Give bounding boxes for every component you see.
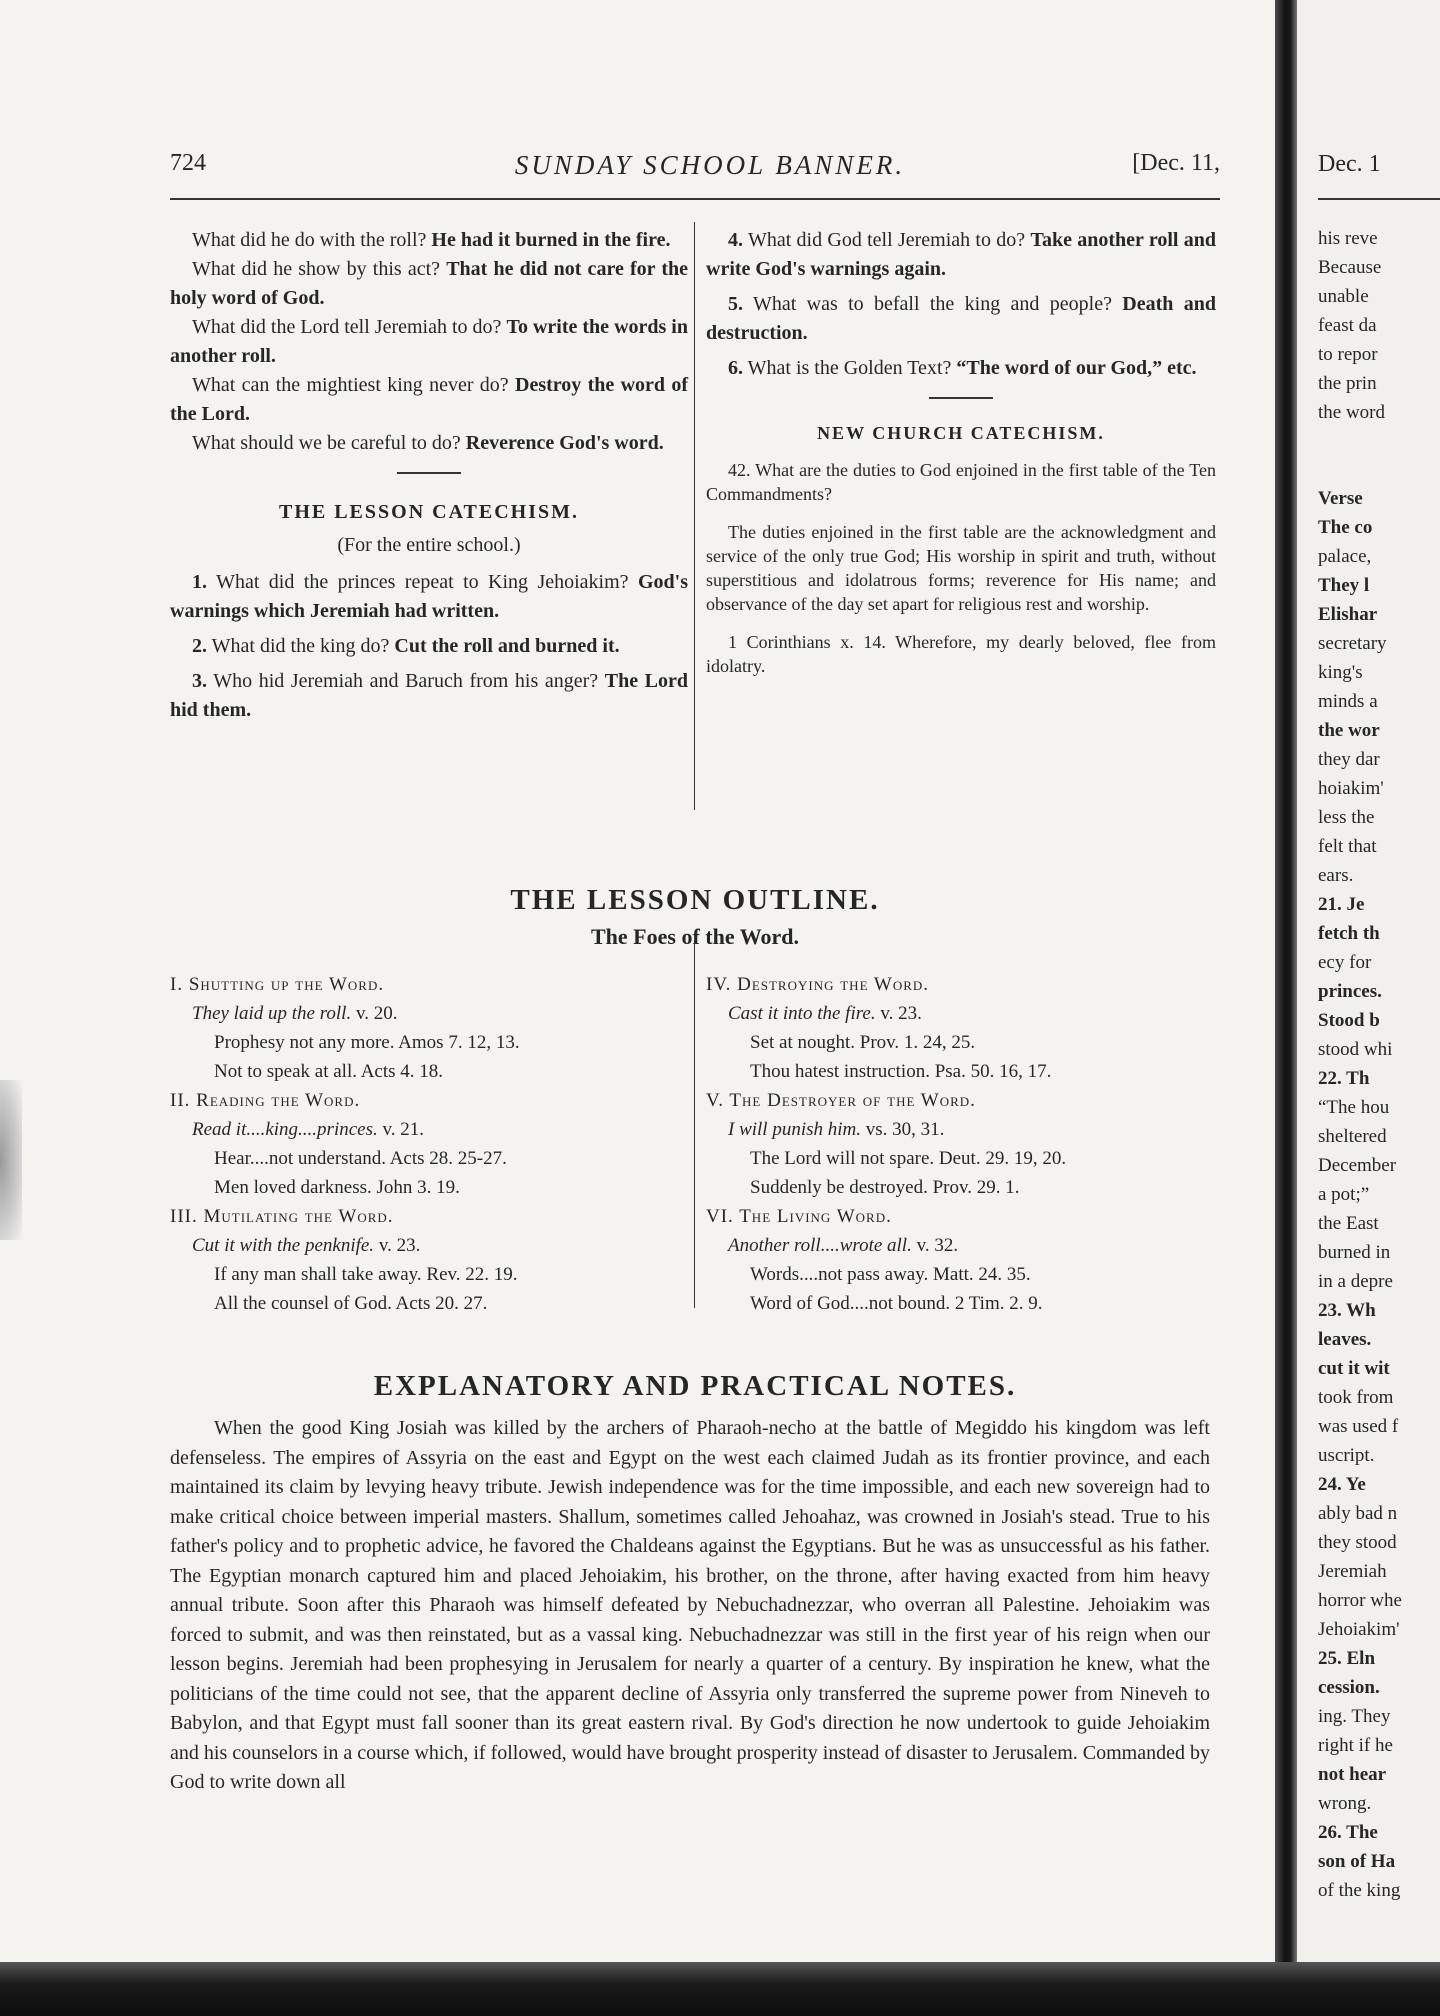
publication-title: SUNDAY SCHOOL BANNER. [514, 150, 906, 180]
next-page-line: uscript. [1318, 1445, 1375, 1466]
next-page-lines [1318, 484, 1440, 1905]
qa-item: What can the mightiest king never do? Destroy the word of the Lord. [170, 374, 689, 425]
catechism-item: 4. What did God tell Jeremiah to do? Take another roll and write God's warnings again. [706, 229, 1217, 280]
next-page-line: They l [1318, 575, 1370, 596]
next-page-line: ing. They [1318, 1706, 1391, 1727]
outline-text: They laid up the roll. v. 20. [192, 1003, 398, 1024]
next-page-line: The co [1318, 517, 1373, 538]
scripture-reference: 1 Corinthians x. 14. Wherefore, my dearly beloved, flee from idolatry. [706, 632, 1216, 676]
outline-right [706, 970, 1221, 1318]
next-page-line: the wor [1318, 720, 1380, 741]
section-divider [397, 472, 461, 474]
section-divider [929, 397, 993, 399]
next-page-line: 22. Th [1318, 1068, 1370, 1089]
catechism-item: 3. Who hid Jeremiah and Baruch from his anger? The Lord hid them. [170, 670, 689, 721]
next-page-line: unable [1318, 286, 1369, 307]
outline-subtitle: The Foes of the Word. [591, 924, 799, 949]
qa-item: What did the Lord tell Jeremiah to do? To write the words in another roll. [170, 316, 688, 367]
next-page-line: feast da [1318, 315, 1377, 336]
page-header [170, 150, 1220, 196]
notes-body: When the good King Josiah was killed by the archers of Pharaoh-necho at the battle of Megiddo his kingdom was left defenseless. The empires of Assyria on the east and Egypt on the west each claimed Judah as its frontier province, and each maintained its claim by levying heavy tribute. Jewish independence was for the time impossible, and each new sovereign had to make critical choice between imperial masters. Shallum, sometimes called Jehoahaz, was crowned in Josiah's stead. True to his father's policy and to prophetic advice, he favored the Chaldeans against the Egyptians. But he was as unsuccessful as his father. The Egyptian monarch captured him and placed Jehoiakim, his brother, on the throne, after having exacted from him heavy annual tribute. Soon after this Pharaoh was himself defeated by Nebuchadnezzar, who overran all Palestine. Jehoiakim was forced to submit, and was then reinstated, but as a vassal king. Nebuchadnezzar was still in the first year of his reign when our lesson begins. Jeremiah had been prophesying in Jerusalem for nearly a quarter of a century. By inspiration he knew, what the politicians of the time could not see, that the apparent decline of Assyria only transferred the supreme power from Nineveh to Babylon, and that Egypt must fall sooner than its great eastern rival. By God's direction he now undertook to guide Jehoiakim and his counselors in a course which, if followed, would have brought prosperity instead of disaster to Jerusalem. Commanded by God to write down all [170, 1417, 1210, 1793]
next-page-line: Jehoiakim' [1318, 1619, 1400, 1640]
lesson-catechism-subtitle: (For the entire school.) [337, 534, 521, 556]
next-page-line: hoiakim' [1318, 778, 1384, 799]
next-page-line: they dar [1318, 749, 1380, 770]
catechism-question: 42. What are the duties to God enjoined in the first table of the Ten Commandments? [706, 460, 1216, 504]
next-page-line: the word [1318, 402, 1386, 423]
next-page-line: secretary [1318, 633, 1387, 654]
next-page-line: palace, [1318, 546, 1372, 567]
qa-item: What did he do with the roll? He had it burned in the fire. [192, 229, 671, 251]
outline-left [170, 970, 685, 1318]
next-page-line: the prin [1318, 373, 1377, 394]
next-page-line: stood whi [1318, 1039, 1393, 1060]
next-page-line: cession. [1318, 1677, 1380, 1698]
next-page-line: the East [1318, 1213, 1379, 1234]
outline-heading: I. Shutting up the Word. [170, 974, 385, 995]
next-page-line: not hear [1318, 1764, 1387, 1785]
next-page-line: minds a [1318, 691, 1378, 712]
next-page-header: Dec. 1 [1318, 151, 1381, 177]
next-page-line: leaves. [1318, 1329, 1372, 1350]
next-page-line: “The hou [1318, 1097, 1390, 1118]
next-page-line: Stood b [1318, 1010, 1380, 1031]
qa-item: What should we be careful to do? Reverence God's word. [192, 432, 664, 454]
outline-heading: IV. Destroying the Word. [706, 974, 930, 995]
next-page-line: Because [1318, 257, 1382, 278]
next-page-line: right if he [1318, 1735, 1393, 1756]
outline-text: Read it....king....princes. v. 21. [192, 1119, 425, 1140]
next-page-line: his reve [1318, 228, 1378, 249]
book-gutter [1275, 0, 1297, 2016]
next-page-line: sheltered [1318, 1126, 1387, 1147]
outline-ref: Thou hatest instruction. Psa. 50. 16, 17. [750, 1061, 1052, 1082]
next-page-top-lines [1318, 224, 1440, 427]
outline-text: Cast it into the fire. v. 23. [728, 1003, 922, 1024]
next-page-line: of the king [1318, 1880, 1401, 1901]
catechism-item: 5. What was to befall the king and people? Death and destruction. [706, 293, 1216, 344]
next-page-line: ears. [1318, 865, 1354, 886]
outline-text: Cut it with the penknife. v. 23. [192, 1235, 421, 1256]
next-page-line: Jeremiah [1318, 1561, 1387, 1582]
next-page-line: in a depre [1318, 1271, 1393, 1292]
next-page-line: Verse [1318, 488, 1363, 509]
next-page-line: less the [1318, 807, 1375, 828]
next-page-line: 21. Je [1318, 894, 1365, 915]
scan-bottom-edge [0, 1962, 1440, 2016]
qa-item: What did he show by this act? That he did not care for the holy word of God. [170, 258, 688, 309]
left-column [170, 226, 688, 725]
outline-ref: If any man shall take away. Rev. 22. 19. [214, 1264, 518, 1285]
next-page-header-rule [1318, 198, 1440, 200]
outline-heading: II. Reading the Word. [170, 1090, 361, 1111]
next-page-line: ecy for [1318, 952, 1372, 973]
outline-heading: VI. The Living Word. [706, 1206, 892, 1227]
outline-ref: Set at nought. Prov. 1. 24, 25. [750, 1032, 976, 1053]
next-page-line: fetch th [1318, 923, 1380, 944]
next-page-line: wrong. [1318, 1793, 1372, 1814]
catechism-item: 2. What did the king do? Cut the roll and burned it. [192, 635, 620, 657]
next-page-line: took from [1318, 1387, 1394, 1408]
next-page-line: 26. The [1318, 1822, 1378, 1843]
next-page-line: princes. [1318, 981, 1382, 1002]
catechism-answer: The duties enjoined in the first table are the acknowledgment and service of the only true God; His worship in spirit and truth, without superstitious and idolatrous forms; reverence for His name; and observance of the day set apart for religious rest and worship. [706, 522, 1216, 614]
next-page-line: cut it wit [1318, 1358, 1390, 1379]
outline-text: Another roll....wrote all. v. 32. [728, 1235, 959, 1256]
outline-ref: Hear....not understand. Acts 28. 25-27. [214, 1148, 507, 1169]
next-page-line: 23. Wh [1318, 1300, 1376, 1321]
notes-title: EXPLANATORY AND PRACTICAL NOTES. [373, 1370, 1017, 1402]
outline-ref: Prophesy not any more. Amos 7. 12, 13. [214, 1032, 520, 1053]
issue-date: [Dec. 11, [1132, 150, 1220, 176]
outline-ref: The Lord will not spare. Deut. 29. 19, 20. [750, 1148, 1067, 1169]
next-page-line: Elishar [1318, 604, 1378, 625]
next-page-line: burned in [1318, 1242, 1391, 1263]
column-divider [694, 222, 695, 810]
next-page-line: horror whe [1318, 1590, 1402, 1611]
next-page-line: ably bad n [1318, 1503, 1398, 1524]
next-page-line: a pot;” [1318, 1184, 1370, 1205]
next-page-line: felt that [1318, 836, 1377, 857]
next-page-line: to repor [1318, 344, 1378, 365]
catechism-item: 6. What is the Golden Text? “The word of our God,” etc. [728, 357, 1197, 379]
outline-ref: Not to speak at all. Acts 4. 18. [214, 1061, 444, 1082]
outline-heading: III. Mutilating the Word. [170, 1206, 394, 1227]
next-page-line: December [1318, 1155, 1397, 1176]
right-column [706, 226, 1216, 678]
header-rule [170, 198, 1220, 200]
outline-text: I will punish him. vs. 30, 31. [728, 1119, 945, 1140]
outline-heading: V. The Destroyer of the Word. [706, 1090, 976, 1111]
next-page-line: king's [1318, 662, 1363, 683]
outline-ref: Words....not pass away. Matt. 24. 35. [750, 1264, 1031, 1285]
next-page-line: son of Ha [1318, 1851, 1396, 1872]
outline-ref: Word of God....not bound. 2 Tim. 2. 9. [750, 1293, 1043, 1314]
lesson-catechism-title: THE LESSON CATECHISM. [278, 501, 580, 523]
new-church-catechism-title: NEW CHURCH CATECHISM. [817, 423, 1105, 443]
page-stain [0, 1080, 22, 1240]
outline-ref: Men loved darkness. John 3. 19. [214, 1177, 460, 1198]
page-number: 724 [170, 150, 206, 176]
next-page-line: 24. Ye [1318, 1474, 1366, 1495]
next-page-line: 25. Eln [1318, 1648, 1376, 1669]
outline-ref: Suddenly be destroyed. Prov. 29. 1. [750, 1177, 1020, 1198]
next-page-line: was used f [1318, 1416, 1399, 1437]
outline-title: THE LESSON OUTLINE. [510, 884, 880, 916]
outline-ref: All the counsel of God. Acts 20. 27. [214, 1293, 488, 1314]
catechism-item: 1. What did the princes repeat to King Jehoiakim? God's warnings which Jeremiah had written. [170, 571, 688, 622]
outline-divider [694, 940, 695, 1308]
next-page-line: they stood [1318, 1532, 1397, 1553]
